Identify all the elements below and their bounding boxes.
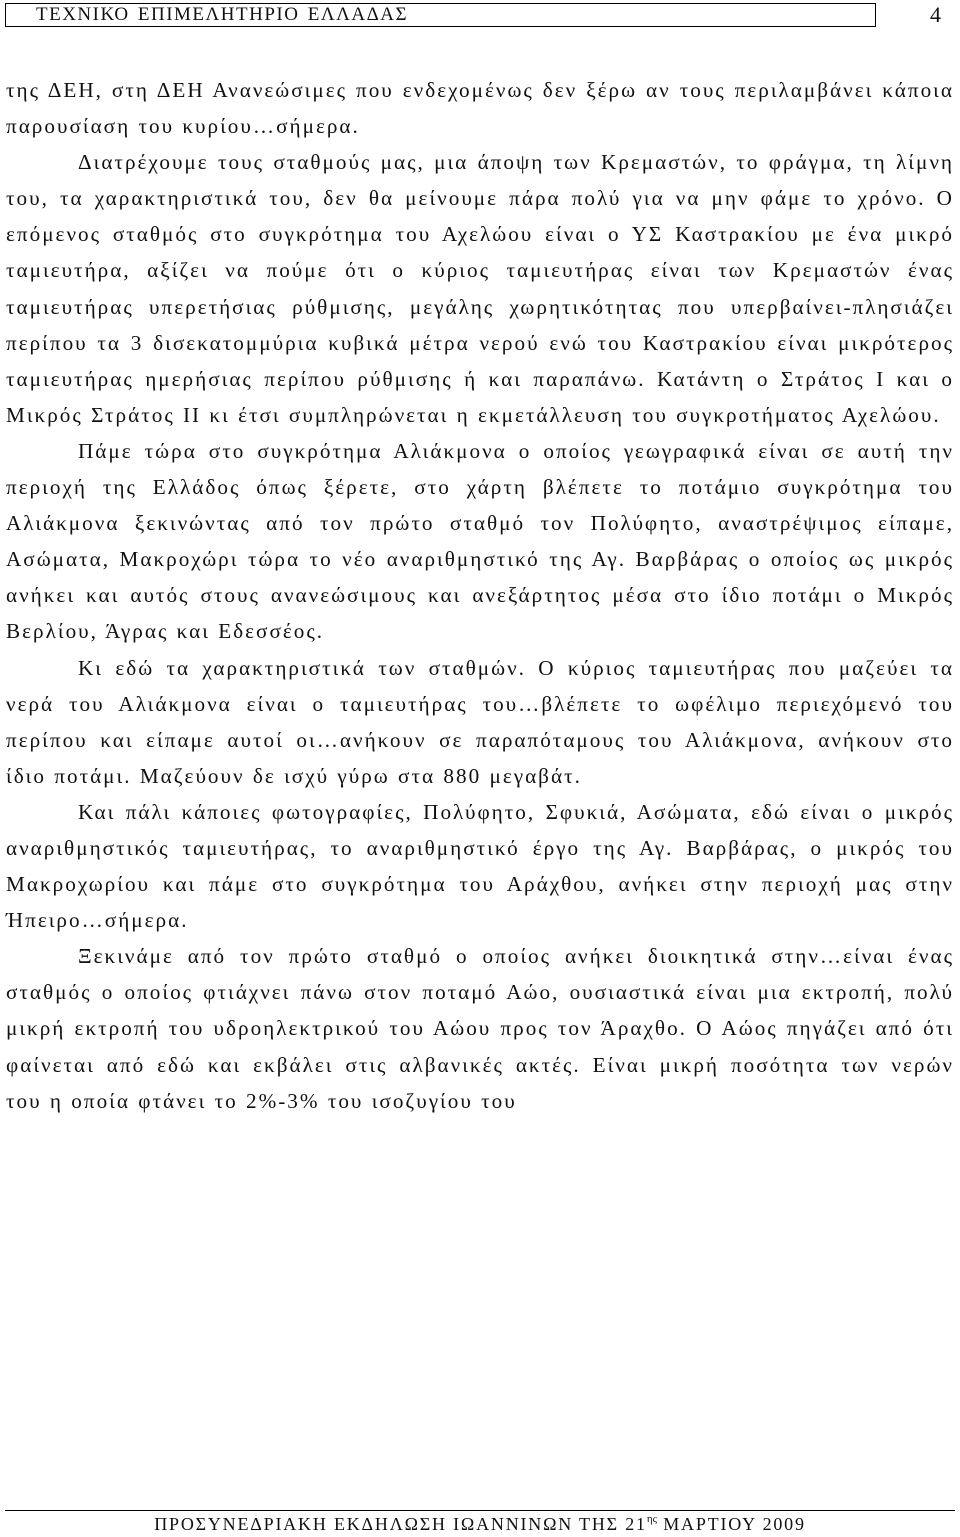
footer-text-end: ΜΑΡΤΙΟΥ 2009 (656, 1514, 806, 1534)
header-title: ΤΕΧΝΙΚΟ ΕΠΙΜΕΛΗΤΗΡΙΟ ΕΛΛΑΔΑΣ (36, 4, 409, 25)
footer-text: ΠΡΟΣΥΝΕΔΡΙΑΚΗ ΕΚΔΗΛΩΣΗ ΙΩΑΝΝΙΝΩΝ ΤΗΣ 21 (154, 1514, 647, 1534)
paragraph: της ΔΕΗ, στη ΔΕΗ Ανανεώσιμες που ενδεχομένως δεν ξέρω αν τους περιλαμβάνει κάποια παρουσίαση του κυρίου…σήμερα. (6, 78, 954, 139)
paragraph: Και πάλι κάποιες φωτογραφίες, Πολύφητο, Σφυκιά, Ασώματα, εδώ είναι ο μικρός αναριθμηστικός ταμιευτήρας, το αναριθμηστικό έργο της Αγ. Βαρβάρας, ο μικρός του Μακροχωρίου και πάμε στο συγκρότημα του Αράχθου, ανήκει στην περιοχή μας στην Ήπειρο…σήμερα. (6, 799, 954, 933)
page-number: 4 (930, 2, 941, 27)
paragraph: Κι εδώ τα χαρακτηριστικά των σταθμών. Ο κύριος ταμιευτήρας που μαζεύει τα νερά του Αλιάκμονα είναι ο ταμιευτήρας του…βλέπετε το ωφέλιμο περιεχόμενό του περίπου και είπαμε αυτοί οι…ανήκουν σε παραπόταμους του Αλιάκμονα, ανήκουν στο ίδιο ποτάμι. Μαζεύουν δε ισχύ γύρω στα 880 μεγαβάτ. (6, 655, 954, 788)
running-header (5, 3, 876, 27)
running-footer (5, 1510, 955, 1536)
paragraph: Διατρέχουμε τους σταθμούς μας, μια άποψη των Κρεμαστών, το φράγμα, τη λίμνη του, τα χαρακτηριστικά του, δεν θα μείνουμε πάρα πολύ για να μην φάμε το χρόνο. Ο επόμενος σταθμός στο συγκρότημα του Αχελώου είναι ο ΥΣ Καστρακίου με ένα μικρό ταμιευτήρα, αξίζει να πούμε ότι ο κύριος ταμιευτήρας είναι των Κρεμαστών ένας ταμιευτήρας υπερετήσιας ρύθμισης, μεγάλης χωρητικότητας που υπερβαίνει-πλησιάζει περίπου τα 3 δισεκατομμύρια κυβικά μέτρα νερού ενώ του Καστρακίου είναι μικρότερος ταμιευτήρας ημερήσιας περίπου ρύθμισης ή και παραπάνω. Κατάντη ο Στράτος Ι και ο Μικρός Στράτος ΙΙ κι έτσι συμπληρώνεται η εκμετάλλευση του συγκροτήματος Αχελώου. (6, 150, 954, 427)
footer-superscript: ης (646, 1513, 657, 1525)
document-body (6, 72, 954, 1119)
paragraph: Ξεκινάμε από τον πρώτο σταθμό ο οποίος ανήκει διοικητικά στην…είναι ένας σταθμός ο οποίος φτιάχνει πάνω στον ποταμό Αώο, ουσιαστικά είναι μια εκτροπή, πολύ μικρή εκτροπή του υδροηλεκτρικού του Αώου προς τον Άραχθο. Ο Αώος πηγάζει από ότι φαίνεται από εδώ και εκβάλει στις αλβανικές ακτές. Είναι μικρή ποσότητα των νερών του η οποία φτάνει το 2%-3% του ισοζυγίου του (6, 944, 954, 1113)
paragraph: Πάμε τώρα στο συγκρότημα Αλιάκμονα ο οποίος γεωγραφικά είναι σε αυτή την περιοχή της Ελλάδος όπως ξέρετε, στο χάρτη βλέπετε το ποτάμιο συγκρότημα του Αλιάκμονα ξεκινώντας από τον πρώτο σταθμό τον Πολύφητο, αναστρέψιμος είπαμε, Ασώματα, Μακροχώρι τώρα το νέο αναριθμηστικό της Αγ. Βαρβάρας ο οποίος ως μικρός ανήκει και αυτός στους ανανεώσιμους και ανεξάρτητος μέσα στο ίδιο ποτάμι ο Μικρός Βερλίου, Άγρας και Εδεσσέος. (6, 438, 954, 644)
